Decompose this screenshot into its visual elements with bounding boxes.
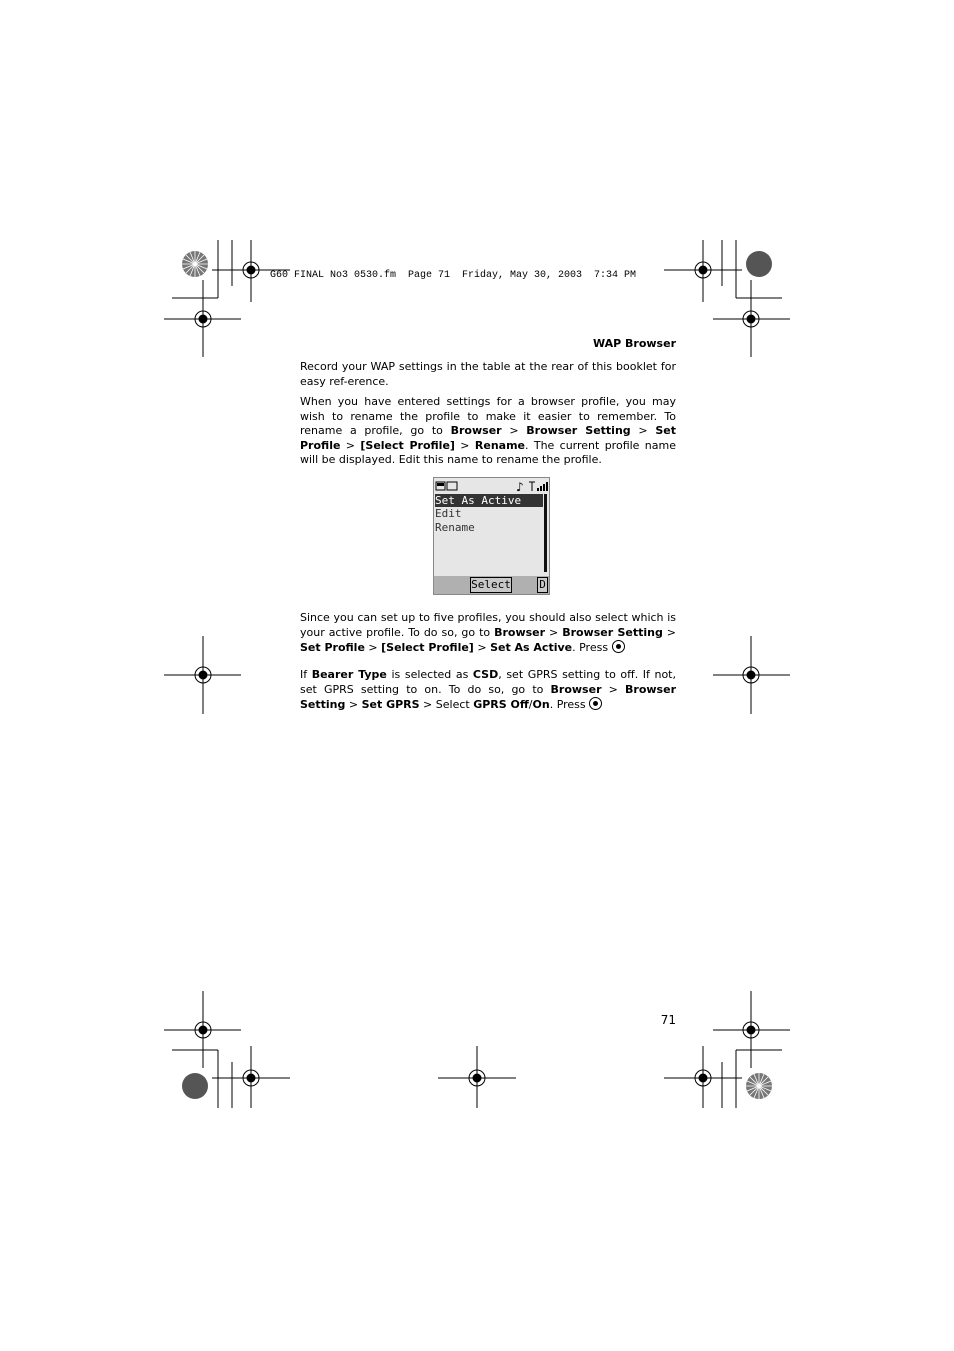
paragraph-rename-profile [300, 395, 676, 468]
softkey-bar [434, 576, 549, 594]
scrollbar [544, 494, 547, 572]
menu-path-item: Browser [550, 682, 602, 696]
separator: > Select [419, 698, 474, 712]
menu-path-item: Set Profile [300, 424, 676, 452]
phone-screen-illustration [433, 477, 550, 595]
separator: > [345, 698, 362, 712]
menu-path-item: GPRS Off [473, 698, 529, 712]
menu-path-item: Set Profile [300, 641, 365, 655]
paragraph-record-settings: Record your WAP settings in the table at the rear of this booklet for easy ref-erence. [300, 360, 676, 388]
text: When you have entered settings for a browser profile, you may wish to rename the profile to make it easier to remember. To rename a profile, go to [300, 395, 676, 438]
select-softkey[interactable]: Select [471, 578, 511, 591]
profile-icon [447, 482, 457, 490]
page-number: 71 [660, 1013, 676, 1027]
center-key-icon [589, 697, 602, 710]
status-bar [434, 478, 549, 491]
separator: > [662, 625, 677, 639]
menu-path-item: [Select Profile] [381, 641, 474, 655]
separator: > [364, 641, 382, 655]
signal-icon [529, 482, 548, 491]
text: If [300, 668, 312, 681]
separator: > [501, 424, 527, 438]
text: . The current profile name will be displayed. Edit this name to rename the profile. [300, 438, 676, 467]
menu-item-rename[interactable]: Rename [435, 521, 475, 534]
separator: > [340, 438, 361, 452]
separator: / [528, 698, 533, 712]
ringtone-icon: ♪ [516, 480, 524, 493]
print-slug-line: G60 FINAL No3 0530.fm Page 71 Friday, May 30, 2003 7:34 PM [270, 270, 637, 281]
menu-path-item: Browser Setting [526, 424, 631, 438]
paragraph-gprs-setting [300, 668, 676, 713]
separator: > [545, 625, 563, 639]
separator: > [630, 424, 656, 438]
center-key-icon [612, 640, 625, 653]
menu-path-item: Browser [494, 625, 546, 639]
setting-value: CSD [472, 668, 499, 681]
menu-path-item: [Select Profile] [360, 438, 455, 452]
menu-path-item: Set As Active [490, 641, 573, 655]
text: is selected as [386, 668, 473, 681]
menu-path-item: On [532, 698, 550, 712]
right-softkey[interactable]: D [537, 577, 548, 593]
menu-item-edit[interactable]: Edit [435, 507, 462, 520]
text: . Press [549, 698, 590, 712]
separator: > [454, 438, 475, 452]
separator: > [601, 682, 626, 696]
menu-path-item: Browser Setting [300, 682, 676, 712]
text: Since you can set up to five profiles, you should also select which is your active profile. To do so, go to [300, 611, 676, 639]
setting-name: Bearer Type [311, 668, 387, 681]
running-header: WAP Browser [592, 337, 676, 350]
text: , set GPRS setting to off. If not, set GPRS setting to on. To do so, go to [300, 668, 676, 696]
status-icons [434, 480, 549, 493]
menu-path-item: Browser Setting [562, 625, 663, 639]
separator: > [473, 641, 491, 655]
paragraph-select-active-profile [300, 611, 676, 656]
menu-path-item: Rename [474, 438, 525, 452]
menu-path-item: Browser [450, 424, 502, 438]
menu-path-item: Set GPRS [361, 698, 420, 712]
menu-item-set-as-active[interactable]: Set As Active [435, 494, 543, 507]
text: . Press [572, 641, 612, 655]
